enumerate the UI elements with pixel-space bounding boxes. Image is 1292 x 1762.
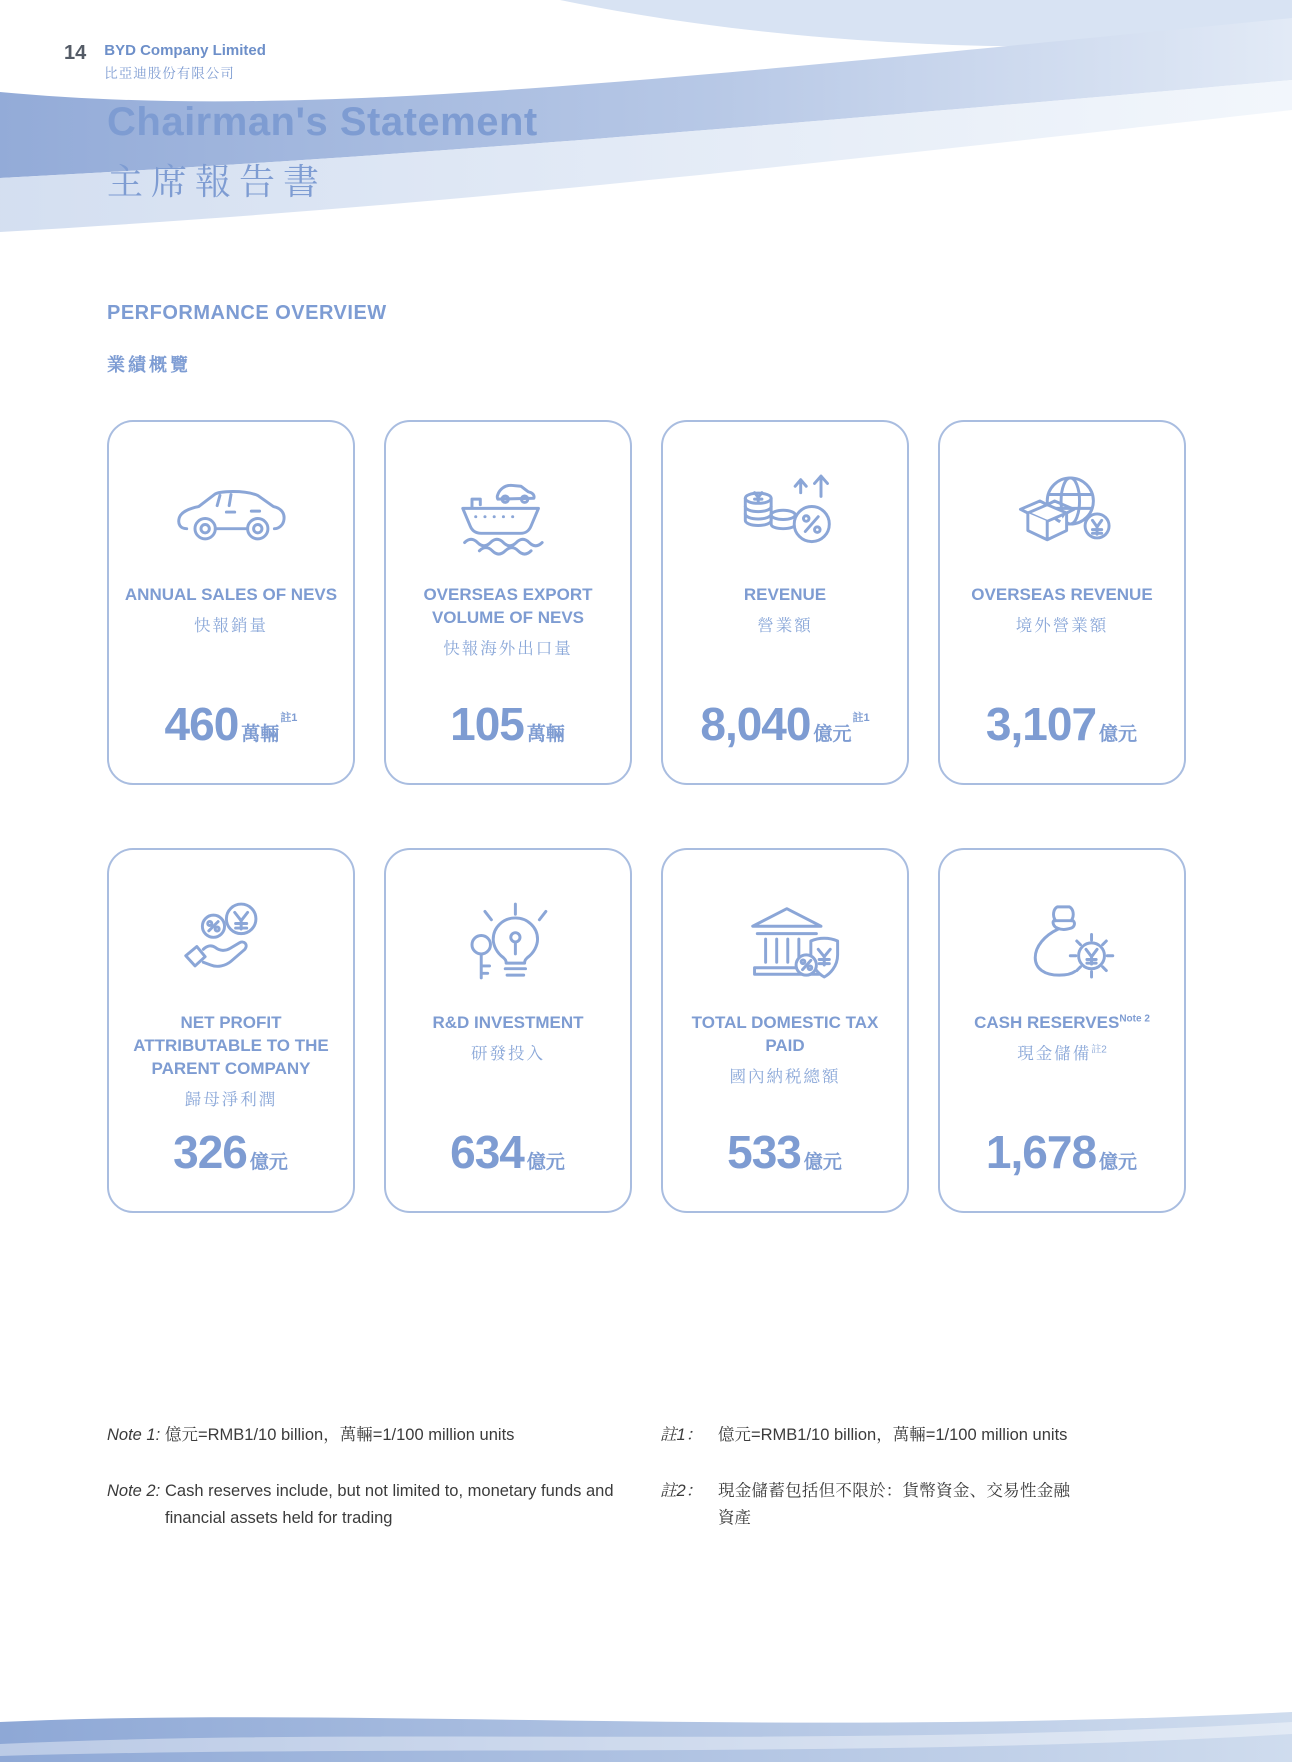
chapter-title-zh: 主席報告書 bbox=[107, 161, 328, 202]
bottom-wave-decoration bbox=[0, 1704, 1292, 1762]
card-label-zh: 營業額 bbox=[757, 616, 813, 635]
card-value bbox=[985, 1126, 1138, 1178]
note-chinese bbox=[660, 1478, 1189, 1531]
card-label-zh: 歸母淨利潤 bbox=[184, 1090, 278, 1109]
stat-card bbox=[938, 420, 1186, 785]
car-icon bbox=[171, 452, 291, 574]
note-text-zh: 億元=RMB1/10 billion，萬輛=1/100 million units bbox=[718, 1426, 1068, 1444]
note-text-zh: 現金儲蓄包括但不限於：貨幣資金、交易性金融資產 bbox=[718, 1482, 1070, 1527]
card-value bbox=[727, 1126, 843, 1178]
card-label-en: ANNUAL SALES OF NEVS bbox=[124, 585, 338, 604]
card-value bbox=[985, 698, 1138, 750]
hand-coins-icon bbox=[171, 880, 291, 1002]
card-value-unit: 億元 bbox=[813, 724, 852, 745]
chapter-title bbox=[107, 100, 538, 205]
card-label-en: TOTAL DOMESTIC TAX PAID bbox=[691, 1013, 879, 1055]
card-label-en: REVENUE bbox=[743, 585, 827, 604]
card-label-zh: 快報銷量 bbox=[194, 616, 268, 635]
stat-card bbox=[661, 420, 909, 785]
company-name-zh: 比亞迪股份有限公司 bbox=[104, 66, 235, 82]
company-name-en: BYD Company Limited bbox=[104, 42, 266, 59]
section-heading-zh: 業績概覽 bbox=[107, 355, 191, 375]
card-label-zh: 現金儲備$^{註2}$ bbox=[1017, 1044, 1107, 1063]
card-value bbox=[450, 698, 566, 750]
card-value bbox=[450, 1126, 566, 1178]
card-value-unit: 萬輛 bbox=[241, 724, 280, 745]
moneybag-gear-icon bbox=[1002, 880, 1122, 1002]
stat-card bbox=[107, 420, 355, 785]
company-block bbox=[104, 42, 266, 82]
page-number: 14 bbox=[64, 42, 87, 64]
note-label-en: Note 1: bbox=[107, 1426, 161, 1444]
card-value-number: 326 bbox=[173, 1126, 247, 1178]
card-label-zh: 境外營業額 bbox=[1015, 616, 1109, 635]
note-english bbox=[107, 1422, 652, 1448]
stat-card bbox=[661, 848, 909, 1213]
note-label-zh: 註1： bbox=[660, 1426, 703, 1444]
note-english bbox=[107, 1478, 652, 1531]
stat-card bbox=[384, 848, 632, 1213]
card-value-note-ref: 註1 bbox=[852, 712, 870, 724]
card-value-number: 105 bbox=[450, 698, 524, 750]
card-value bbox=[164, 698, 298, 750]
page-header bbox=[64, 42, 266, 82]
card-value-note-ref: 註1 bbox=[280, 712, 298, 724]
card-label-zh: 國內納税總額 bbox=[729, 1067, 841, 1086]
card-value-number: 8,040 bbox=[700, 698, 811, 750]
card-value-unit: 億元 bbox=[526, 1152, 565, 1173]
card-value-unit: 億元 bbox=[249, 1152, 288, 1173]
section-heading bbox=[107, 302, 387, 377]
card-value bbox=[173, 1126, 289, 1178]
card-label-en: NET PROFIT ATTRIBUTABLE TO THE PARENT COMPANY bbox=[133, 1013, 329, 1078]
card-value-number: 460 bbox=[164, 698, 239, 750]
card-label-en: R&D INVESTMENT bbox=[432, 1013, 584, 1032]
card-value-number: 1,678 bbox=[985, 1126, 1097, 1178]
card-value bbox=[700, 698, 870, 750]
note-row bbox=[107, 1478, 1189, 1531]
stat-card bbox=[107, 848, 355, 1213]
card-value-unit: 萬輛 bbox=[526, 724, 565, 745]
card-label-en: OVERSEAS EXPORT VOLUME OF NEVS bbox=[423, 585, 593, 627]
cards-grid bbox=[107, 420, 1185, 1213]
stat-card bbox=[938, 848, 1186, 1213]
note-row bbox=[107, 1422, 1189, 1448]
card-label-en: CASH $RESERVES^{Note 2}$ bbox=[974, 1013, 1150, 1032]
ship-export-icon bbox=[448, 452, 568, 574]
card-value-number: 634 bbox=[450, 1126, 524, 1178]
card-label-en: OVERSEAS REVENUE bbox=[971, 585, 1153, 604]
card-value-unit: 億元 bbox=[803, 1152, 842, 1173]
chapter-title-en: Chairman's Statement bbox=[107, 100, 538, 144]
note-text-en: 億元=RMB1/10 billion，萬輛=1/100 million units bbox=[165, 1426, 515, 1444]
card-value-number: 533 bbox=[727, 1126, 801, 1178]
card-value-number: 3,107 bbox=[985, 698, 1097, 750]
card-label-zh: 快報海外出口量 bbox=[443, 639, 573, 658]
card-value-unit: 億元 bbox=[1099, 724, 1138, 745]
note-label-en: Note 2: bbox=[107, 1482, 161, 1501]
bank-shield-icon bbox=[725, 880, 845, 1002]
stat-card bbox=[384, 420, 632, 785]
globe-parcel-icon bbox=[1002, 452, 1122, 574]
note-chinese bbox=[660, 1422, 1189, 1448]
card-value-unit: 億元 bbox=[1099, 1152, 1138, 1173]
revenue-growth-icon bbox=[725, 452, 845, 574]
footnotes bbox=[107, 1422, 1189, 1561]
note-label-zh: 註2： bbox=[660, 1482, 703, 1501]
note-text-en: Cash reserves include, but not limited to, monetary funds and financial assets held for trading bbox=[165, 1482, 614, 1527]
section-heading-en: PERFORMANCE OVERVIEW bbox=[107, 302, 387, 324]
lightbulb-key-icon bbox=[448, 880, 568, 1002]
card-label-zh: 研發投入 bbox=[471, 1044, 545, 1063]
